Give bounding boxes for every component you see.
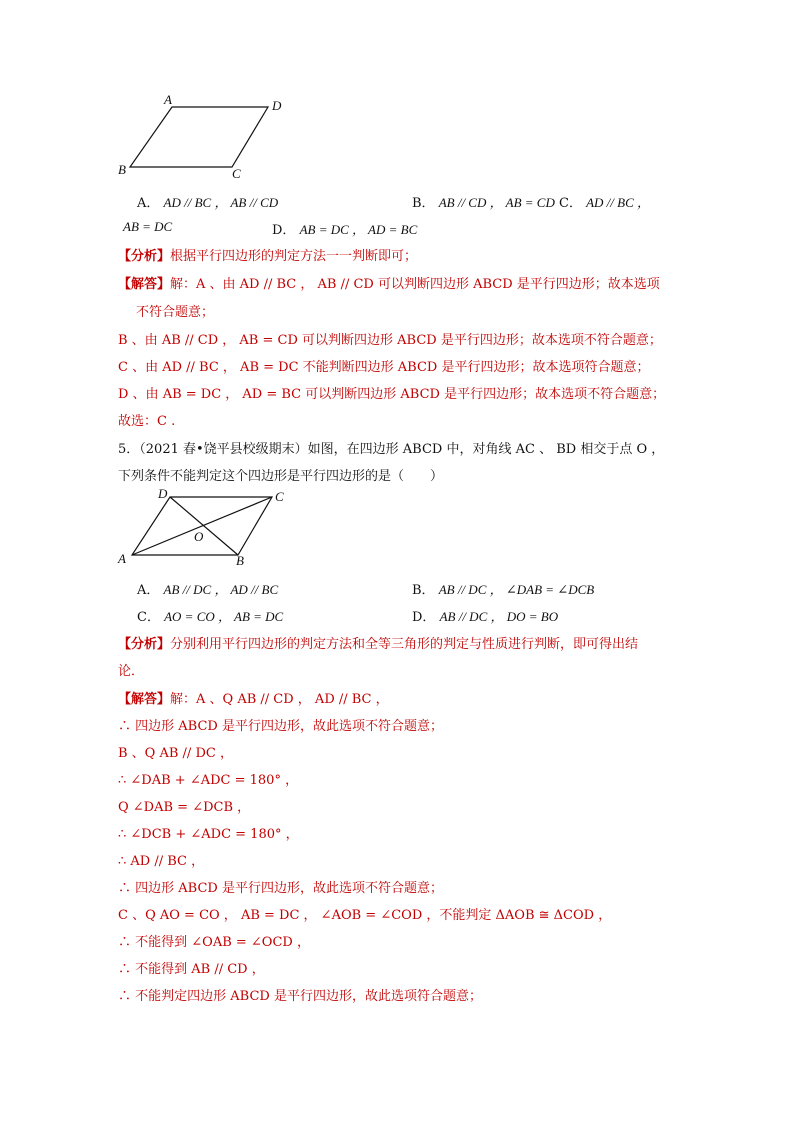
q5-option-a xyxy=(137,579,278,598)
q5-option-d xyxy=(412,606,558,625)
vertex-label-c: C xyxy=(275,489,284,504)
option-text: AO = CO ， AB = DC xyxy=(164,609,284,624)
center-label-o: O xyxy=(194,529,204,544)
q5-answer xyxy=(118,688,389,707)
q5-analysis xyxy=(118,633,638,652)
diagonal-ac xyxy=(132,497,272,555)
diagonal-bd xyxy=(170,497,238,555)
parallelogram-figure-1 xyxy=(110,92,300,182)
option-text: AB = DC ， AD = BC xyxy=(299,222,418,237)
option-label: A． xyxy=(137,583,160,598)
q5-answer-line: ∴ ∠DCB + ∠ADC = 180° ， xyxy=(118,827,299,842)
q5-stem-line-2: 下列条件不能判定这个四边形是平行四边形的是（ ） xyxy=(118,469,444,484)
parallelogram-figure-2 xyxy=(110,485,310,575)
vertex-label-b: B xyxy=(118,162,126,177)
q4-answer xyxy=(118,273,660,292)
option-label: D． xyxy=(272,223,296,238)
q4-option-c-cont xyxy=(123,219,172,235)
analysis-tag: 【分析】 xyxy=(118,637,171,652)
q5-analysis-line-2: 论． xyxy=(118,664,145,679)
q5-answer-line: ∴ 不能得到 AB // CD ， xyxy=(118,962,265,977)
q4-option-b xyxy=(412,192,650,211)
option-text: AB // DC ， DO = BO xyxy=(439,609,559,624)
q4-answer-line-5: D 、由 AB = DC ， AD = BC 可以判断四边形 ABCD 是平行四边形；故本选项不符合题意； xyxy=(118,387,666,402)
vertex-label-a: A xyxy=(118,551,126,566)
q5-answer-line: ∴ 不能得到 ∠OAB = ∠OCD ， xyxy=(118,935,310,950)
option-label: C． xyxy=(137,610,160,625)
q4-answer-line-3: B 、由 AB // CD ， AB = CD 可以判断四边形 ABCD 是平行四边形；故本选项不符合题意； xyxy=(118,333,662,348)
analysis-text: 根据平行四边形的判定方法一一判断即可； xyxy=(170,249,418,264)
vertex-label-d: D xyxy=(158,486,168,501)
option-label: B． xyxy=(412,196,435,211)
vertex-label-b: B xyxy=(236,553,244,568)
q5-answer-line: ∴ 四边形 ABCD 是平行四边形，故此选项不符合题意； xyxy=(118,881,443,896)
q5-option-b xyxy=(412,579,594,598)
option-text: AB = DC xyxy=(123,219,173,234)
q5-answer-line: C 、Q AO = CO ， AB = DC ， ∠AOB = ∠COD ，不能判定 ΔAOB ≅ ΔCOD ， xyxy=(118,908,612,923)
q5-answer-line: ∴ AD // BC ， xyxy=(118,854,205,869)
vertex-label-c: C xyxy=(232,166,241,181)
q4-answer-line-2: 不符合题意； xyxy=(136,305,215,320)
answer-text: 解：A 、Q AB // CD ， AD // BC ， xyxy=(170,692,389,707)
option-text: AB // CD ， AB = CD xyxy=(438,195,555,210)
q5-answer-line: B 、Q AB // DC ， xyxy=(118,746,233,761)
option-text: AB // DC ， ∠DAB = ∠DCB xyxy=(438,582,595,597)
q4-answer-line-6: 故选：C . xyxy=(118,414,176,429)
vertex-label-a: A xyxy=(164,92,172,107)
q4-option-d xyxy=(272,219,417,238)
q5-answer-line: ∴ 不能判定四边形 ABCD 是平行四边形，故此选项符合题意； xyxy=(118,989,482,1004)
answer-tag: 【解答】 xyxy=(118,692,171,707)
option-label: D． xyxy=(412,610,436,625)
option-label: B． xyxy=(412,583,435,598)
q4-analysis xyxy=(118,245,417,264)
analysis-tag: 【分析】 xyxy=(118,249,171,264)
q5-answer-line: ∴ 四边形 ABCD 是平行四边形，故此选项不符合题意； xyxy=(118,719,443,734)
answer-tag: 【解答】 xyxy=(118,277,171,292)
q5-stem-line-1: 5．（2021 春•饶平县校级期末）如图，在四边形 ABCD 中，对角线 AC 、 BD 相交于点 O ， xyxy=(118,442,665,457)
option-label: A． xyxy=(137,196,160,211)
q5-option-c xyxy=(137,606,283,625)
analysis-text: 分别利用平行四边形的判定方法和全等三角形的判定与性质进行判断，即可得出结 xyxy=(170,637,639,652)
option-text: AB // DC ， AD // BC xyxy=(163,582,279,597)
q4-answer-line-4: C 、由 AD // BC ， AB = DC 不能判断四边形 ABCD 是平行四边形；故本选项符合题意； xyxy=(118,360,650,375)
option-text: AD // BC ， AB // CD xyxy=(163,195,279,210)
option-label: C． xyxy=(559,196,582,211)
answer-text: 解：A 、由 AD // BC ， AB // CD 可以判断四边形 ABCD 是平行四边形；故本选项 xyxy=(170,277,660,292)
parallelogram-1-shape xyxy=(130,107,268,167)
q5-answer-line: Q ∠DAB = ∠DCB ， xyxy=(118,800,251,815)
vertex-label-d: D xyxy=(272,98,282,113)
q5-answer-line: ∴ ∠DAB + ∠ADC = 180° ， xyxy=(118,773,299,788)
option-text: AD // BC ， xyxy=(586,195,651,210)
q4-option-a xyxy=(137,192,278,211)
